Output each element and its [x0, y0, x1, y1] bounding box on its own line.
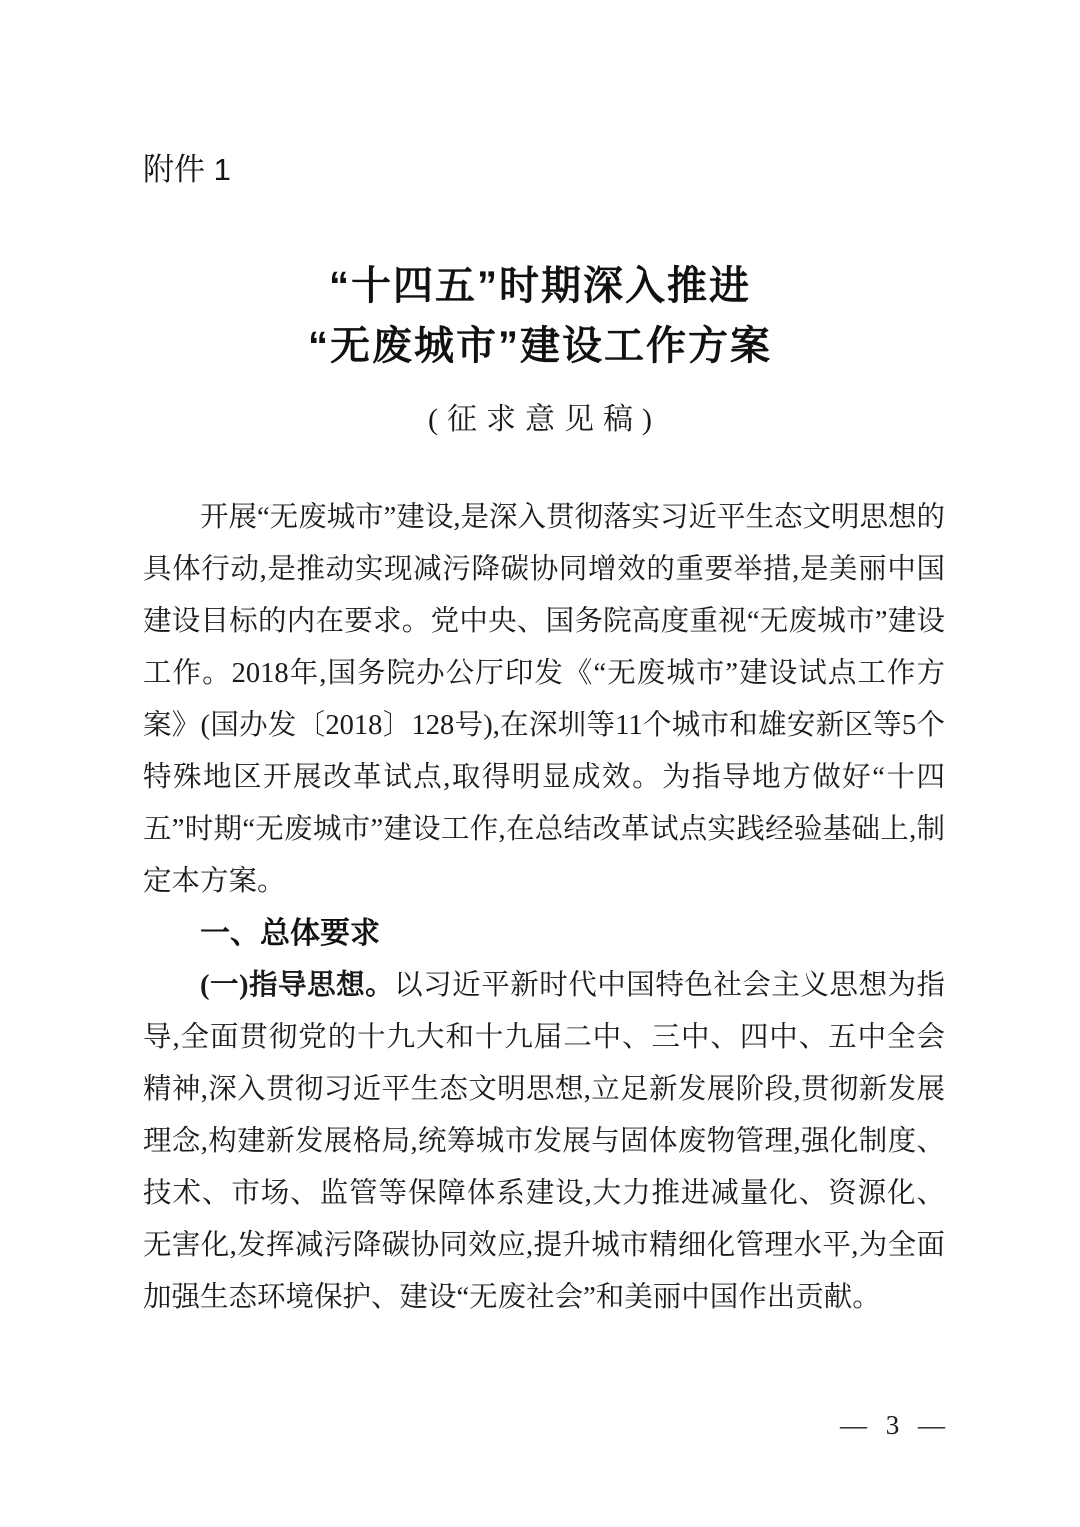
document-title-line2: “无废城市”建设工作方案 — [308, 324, 772, 368]
paragraph-guiding-ideology-lead: (一)指导思想。 — [200, 970, 395, 1001]
paragraph-intro-text: 开展“无废城市”建设,是深入贯彻落实习近平生态文明思想的具体行动,是推动实现减污降碳协同增效的重要举措,是美丽中国建设目标的内在要求。党中央、国务院高度重视“无废城市”建设工作。2018年,国务院办公厅印发《“无废城市”建设试点工作方案》(国办发〔2018〕128号),在深圳等11个城市和雄安新区等5个特殊地区开展改革试点,取得明显成效。为指导地方做好“十四五”时期“无废城市”建设工作,在总结改革试点实践经验基础上,制定本方案。 — [143, 502, 945, 897]
document-title-line1: “十四五”时期深入推进 — [329, 264, 751, 308]
attachment-label: 附件 1 — [143, 152, 231, 187]
paragraph-guiding-ideology — [143, 960, 945, 1324]
page-number: — 3 — — [840, 1410, 945, 1440]
paragraph-guiding-ideology-text: 以习近平新时代中国特色社会主义思想为指导,全面贯彻党的十九大和十九届二中、三中、四中、五中全会精神,深入贯彻习近平生态文明思想,立足新发展阶段,贯彻新发展理念,构建新发展格局,统筹城市发展与固体废物管理,强化制度、技术、市场、监管等保障体系建设,大力推进减量化、资源化、无害化,发挥减污降碳协同效应,提升城市精细化管理水平,为全面加强生态环境保护、建设“无废社会”和美丽中国作出贡献。 — [143, 970, 945, 1313]
paragraph-intro — [143, 492, 945, 908]
document-body — [143, 492, 945, 1324]
document-title — [0, 256, 1080, 376]
section-heading-overall-requirements: 一、总体要求 — [200, 917, 380, 950]
document-subtitle: (征求意见稿) — [428, 403, 661, 436]
